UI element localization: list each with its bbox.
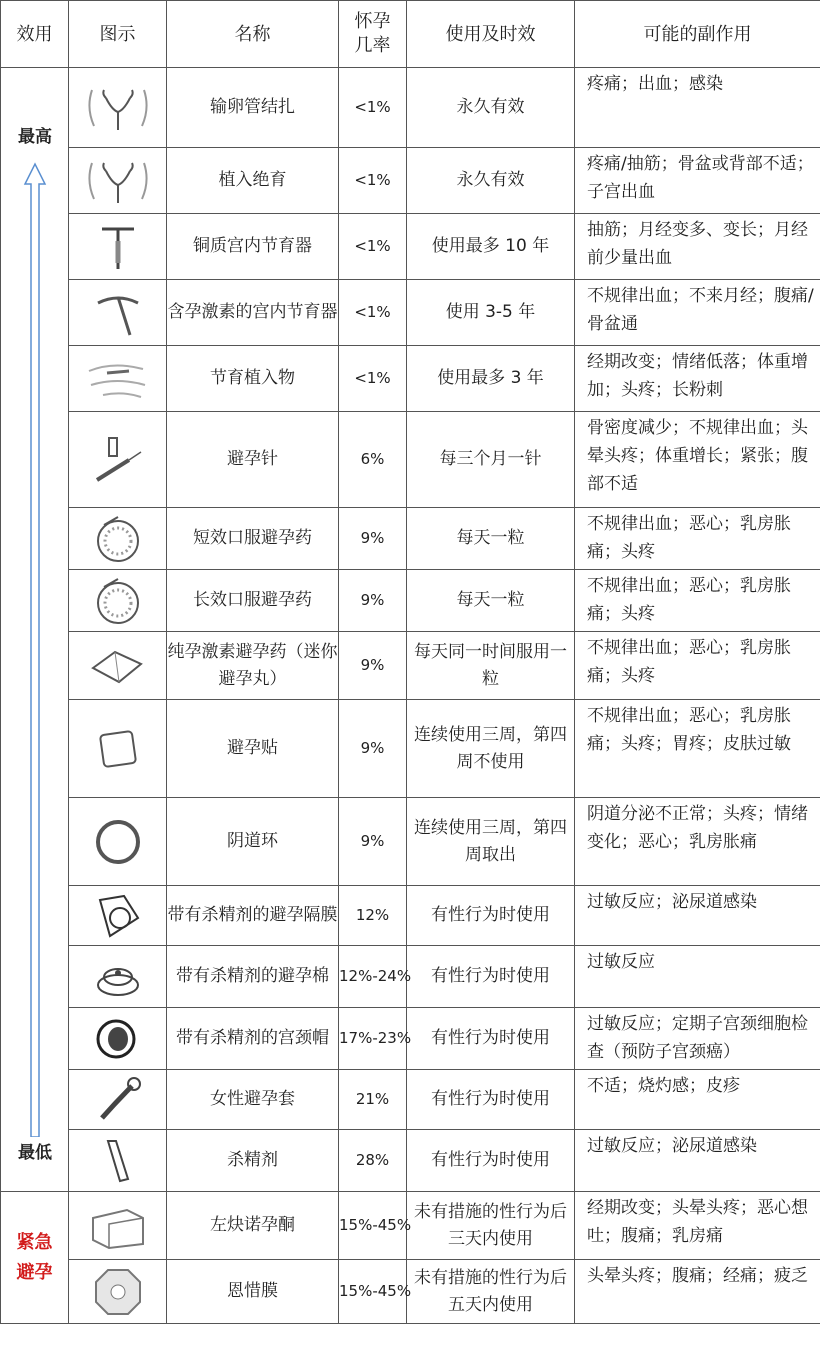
- name-cell: 女性避孕套: [167, 1070, 339, 1130]
- rate-cell: 9%: [339, 508, 407, 570]
- side-effects-cell: 不规律出血；恶心；乳房胀痛；头疼: [575, 570, 820, 632]
- side-effects-cell: 疼痛；出血；感染: [575, 68, 820, 148]
- rate-cell: 21%: [339, 1070, 407, 1130]
- side-effects-cell: 过敏反应；定期子宫颈细胞检查（预防子宫颈癌）: [575, 1008, 820, 1070]
- usage-cell: 未有措施的性行为后五天内使用: [407, 1260, 575, 1324]
- rate-cell: <1%: [339, 346, 407, 412]
- usage-cell: 有性行为时使用: [407, 1130, 575, 1192]
- side-effects-cell: 骨密度减少；不规律出血；头晕头疼；体重增长；紧张；腹部不适: [575, 412, 820, 508]
- icon-cell: [69, 1260, 167, 1324]
- uterus-icon: [69, 80, 166, 136]
- icon-cell: [69, 798, 167, 886]
- octagon-pill-icon: [69, 1262, 166, 1322]
- efficacy-bottom-label: 最低: [18, 1143, 52, 1163]
- side-effects-cell: 头晕头疼；腹痛；经痛；疲乏: [575, 1260, 820, 1324]
- name-cell: 避孕针: [167, 412, 339, 508]
- uterus-icon: [69, 153, 166, 209]
- table-row: [1, 1260, 820, 1324]
- copper-iud-icon: [69, 219, 166, 275]
- rate-cell: 9%: [339, 570, 407, 632]
- icon-cell: [69, 1130, 167, 1192]
- icon-cell: [69, 700, 167, 798]
- name-cell: 植入绝育: [167, 148, 339, 214]
- side-effects-cell: 过敏反应；泌尿道感染: [575, 1130, 820, 1192]
- header-rate: 怀孕 几率: [339, 1, 407, 68]
- icon-cell: [69, 508, 167, 570]
- table-row: [1, 68, 820, 148]
- table-row: [1, 412, 820, 508]
- usage-cell: 有性行为时使用: [407, 1070, 575, 1130]
- syringe-icon: [69, 430, 166, 490]
- name-cell: 含孕激素的宫内节育器: [167, 280, 339, 346]
- table-row: [1, 508, 820, 570]
- icon-cell: [69, 946, 167, 1008]
- rate-cell: <1%: [339, 214, 407, 280]
- usage-cell: 使用 3-5 年: [407, 280, 575, 346]
- table-row: [1, 946, 820, 1008]
- spermicide-tube-icon: [69, 1133, 166, 1189]
- usage-cell: 使用最多 3 年: [407, 346, 575, 412]
- rate-cell: 15%-45%: [339, 1192, 407, 1260]
- rate-cell: 9%: [339, 632, 407, 700]
- rate-cell: 9%: [339, 700, 407, 798]
- usage-cell: 连续使用三周，第四周不使用: [407, 700, 575, 798]
- rate-cell: 12%: [339, 886, 407, 946]
- side-effects-cell: 不适；烧灼感；皮疹: [575, 1070, 820, 1130]
- name-cell: 铜质宫内节育器: [167, 214, 339, 280]
- name-cell: 带有杀精剂的宫颈帽: [167, 1008, 339, 1070]
- table-row: [1, 1130, 820, 1192]
- hormonal-iud-icon: [69, 285, 166, 341]
- name-cell: 纯孕激素避孕药（迷你避孕丸）: [167, 632, 339, 700]
- icon-cell: [69, 1192, 167, 1260]
- side-effects-cell: 抽筋；月经变多、变长；月经前少量出血: [575, 214, 820, 280]
- female-condom-icon: [69, 1072, 166, 1128]
- name-cell: 节育植入物: [167, 346, 339, 412]
- efficacy-scale-cell: [1, 68, 69, 1192]
- pill-box-icon: [69, 1198, 166, 1254]
- table-row: [1, 214, 820, 280]
- name-cell: 长效口服避孕药: [167, 570, 339, 632]
- table-row: [1, 570, 820, 632]
- header-side-effects: 可能的副作用: [575, 1, 820, 68]
- side-effects-cell: 阴道分泌不正常；头疼；情绪变化；恶心；乳房胀痛: [575, 798, 820, 886]
- rate-cell: 12%-24%: [339, 946, 407, 1008]
- side-effects-cell: 过敏反应: [575, 946, 820, 1008]
- icon-cell: [69, 214, 167, 280]
- table-row: [1, 1070, 820, 1130]
- table-row: [1, 346, 820, 412]
- usage-cell: 连续使用三周，第四周取出: [407, 798, 575, 886]
- emergency-label-cell: [1, 1192, 69, 1324]
- name-cell: 避孕贴: [167, 700, 339, 798]
- name-cell: 恩惜膜: [167, 1260, 339, 1324]
- rate-cell: 9%: [339, 798, 407, 886]
- rate-cell: <1%: [339, 148, 407, 214]
- table-row: [1, 280, 820, 346]
- icon-cell: [69, 280, 167, 346]
- patch-icon: [69, 721, 166, 777]
- implant-arm-icon: [69, 351, 166, 407]
- table-row: [1, 1192, 820, 1260]
- name-cell: 杀精剂: [167, 1130, 339, 1192]
- usage-cell: 有性行为时使用: [407, 1008, 575, 1070]
- table-row: [1, 632, 820, 700]
- diaphragm-icon: [69, 888, 166, 944]
- vaginal-ring-icon: [69, 812, 166, 872]
- icon-cell: [69, 148, 167, 214]
- name-cell: 阴道环: [167, 798, 339, 886]
- name-cell: 左炔诺孕酮: [167, 1192, 339, 1260]
- header-efficacy: 效用: [1, 1, 69, 68]
- side-effects-cell: 过敏反应；泌尿道感染: [575, 886, 820, 946]
- icon-cell: [69, 68, 167, 148]
- side-effects-cell: 疼痛/抽筋；骨盆或背部不适；子宫出血: [575, 148, 820, 214]
- usage-cell: 未有措施的性行为后三天内使用: [407, 1192, 575, 1260]
- usage-cell: 有性行为时使用: [407, 886, 575, 946]
- header-row: [1, 1, 820, 68]
- side-effects-cell: 不规律出血；恶心；乳房胀痛；头疼；胃疼；皮肤过敏: [575, 700, 820, 798]
- icon-cell: [69, 412, 167, 508]
- sponge-icon: [69, 949, 166, 1005]
- table-row: [1, 700, 820, 798]
- efficacy-top-label: 最高: [18, 127, 52, 147]
- emergency-label-line2: 避孕: [16, 1261, 53, 1283]
- icon-cell: [69, 886, 167, 946]
- pill-compact-icon: [69, 511, 166, 567]
- name-cell: 短效口服避孕药: [167, 508, 339, 570]
- usage-cell: 永久有效: [407, 68, 575, 148]
- icon-cell: [69, 570, 167, 632]
- header-icon: 图示: [69, 1, 167, 68]
- usage-cell: 每天一粒: [407, 508, 575, 570]
- rate-cell: <1%: [339, 68, 407, 148]
- table-row: [1, 798, 820, 886]
- pill-compact-icon: [69, 573, 166, 629]
- side-effects-cell: 经期改变；情绪低落；体重增加；头疼；长粉刺: [575, 346, 820, 412]
- rate-cell: 6%: [339, 412, 407, 508]
- side-effects-cell: 不规律出血；不来月经；腹痛/骨盆通: [575, 280, 820, 346]
- icon-cell: [69, 1008, 167, 1070]
- name-cell: 输卵管结扎: [167, 68, 339, 148]
- header-usage: 使用及时效: [407, 1, 575, 68]
- efficacy-arrow-icon: [23, 162, 47, 1137]
- usage-cell: 永久有效: [407, 148, 575, 214]
- rate-cell: <1%: [339, 280, 407, 346]
- table-row: [1, 886, 820, 946]
- table-row: [1, 1008, 820, 1070]
- side-effects-cell: 不规律出血；恶心；乳房胀痛；头疼: [575, 632, 820, 700]
- name-cell: 带有杀精剂的避孕隔膜: [167, 886, 339, 946]
- cervical-cap-icon: [69, 1011, 166, 1067]
- icon-cell: [69, 346, 167, 412]
- usage-cell: 每三个月一针: [407, 412, 575, 508]
- pill-pack-icon: [69, 638, 166, 694]
- side-effects-cell: 经期改变；头晕头疼；恶心想吐；腹痛；乳房痛: [575, 1192, 820, 1260]
- name-cell: 带有杀精剂的避孕棉: [167, 946, 339, 1008]
- usage-cell: 每天一粒: [407, 570, 575, 632]
- table-row: [1, 148, 820, 214]
- emergency-label-line1: 紧急: [16, 1231, 53, 1253]
- usage-cell: 使用最多 10 年: [407, 214, 575, 280]
- rate-cell: 28%: [339, 1130, 407, 1192]
- rate-cell: 15%-45%: [339, 1260, 407, 1324]
- icon-cell: [69, 1070, 167, 1130]
- side-effects-cell: 不规律出血；恶心；乳房胀痛；头疼: [575, 508, 820, 570]
- icon-cell: [69, 632, 167, 700]
- rate-cell: 17%-23%: [339, 1008, 407, 1070]
- usage-cell: 有性行为时使用: [407, 946, 575, 1008]
- usage-cell: 每天同一时间服用一粒: [407, 632, 575, 700]
- header-name: 名称: [167, 1, 339, 68]
